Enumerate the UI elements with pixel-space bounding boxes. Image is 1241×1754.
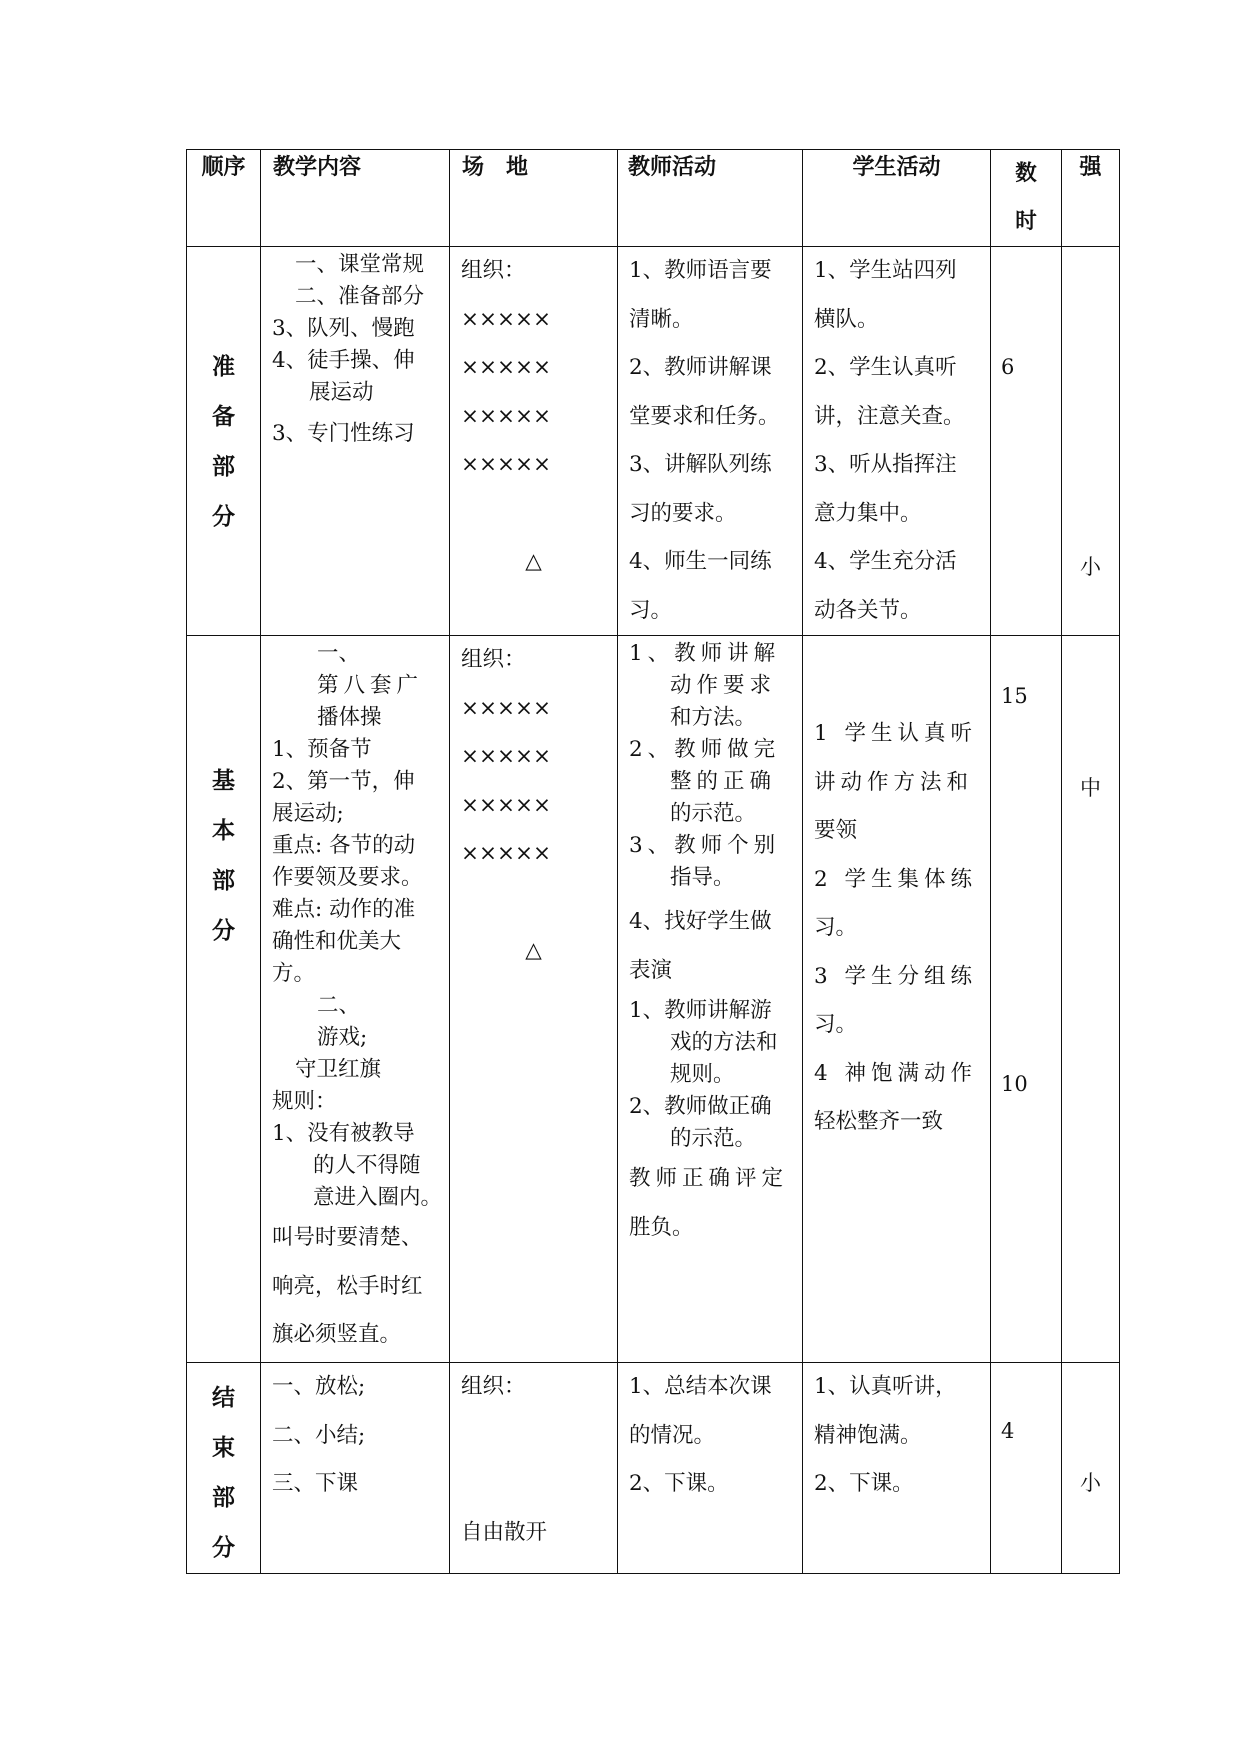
prep-row (187, 247, 1120, 636)
end-row (187, 1363, 1120, 1574)
prep-count: 6 (991, 247, 1062, 636)
prep-content: 一、课堂常规 二、准备部分 3、队列、慢跑 4、徒手操、伸 展运动 3、专门性练习 (261, 247, 450, 636)
basic-teacher-activity: 1、教师讲解 动作要求 和方法。 2、教师做完 整的正确 的示范。 3、教师个别 指导。 4、找好学生做 表演 1、教师讲解游 戏的方法和 规则。 2、教师做正确 的示范。 教师正确评定 胜负。 (618, 636, 803, 1363)
header-content: 教学内容 (261, 150, 450, 247)
teacher-position-marker: △ (525, 938, 542, 963)
end-intensity: 小 (1062, 1363, 1120, 1574)
basic-content: 一、 第八套广 播体操 1、预备节 2、第一节，伸 展运动; 重点: 各节的动 作要领及要求。 难点: 动作的准 确性和优美大 方。 二、 游戏; 守卫红旗 规则： 1、没有被教导 的人不得随 意进入圈内。 叫号时要清楚、 响亮，松手时红 旗必须竖直。 (261, 636, 450, 1363)
formation-row: ××××× (461, 841, 552, 866)
teacher-position-marker: △ (525, 549, 542, 574)
formation-row: ××××× (461, 695, 552, 721)
basic-intensity: 中 (1062, 636, 1120, 1363)
formation-row: ××××× (461, 355, 552, 380)
header-student-activity: 学生活动 (803, 150, 991, 247)
header-row (187, 150, 1120, 247)
prep-venue: 组织： ××××× ××××× ××××× ××××× △ (450, 247, 618, 636)
end-teacher-activity: 1、总结本次课 的情况。 2、下课。 (618, 1363, 803, 1574)
basic-student-activity: 1 学生认真听 讲动作方法和 要领 2 学生集体练 习。 3 学生分组练 习。 4 神饱满动作 轻松整齐一致 (803, 636, 991, 1363)
prep-teacher-activity: 1、教师语言要 清晰。 2、教师讲解课 堂要求和任务。 3、讲解队列练 习的要求。 4、师生一同练 习。 (618, 247, 803, 636)
basic-row (187, 636, 1120, 1363)
formation-row: ××××× (461, 306, 552, 332)
end-student-activity: 1、认真听讲， 精神饱满。 2、下课。 (803, 1363, 991, 1574)
basic-section-label: 基 本 部 分 (187, 636, 261, 1363)
end-content: 一、放松; 二、小结; 三、下课 (261, 1363, 450, 1574)
end-section-label: 结 束 部 分 (187, 1363, 261, 1574)
formation-row: ××××× (461, 792, 552, 818)
header-count-line2: 时 (1015, 209, 1037, 234)
header-intensity: 强 (1062, 150, 1120, 247)
end-venue: 组织： 自由散开 (450, 1363, 618, 1574)
formation-row: ××××× (461, 452, 552, 477)
prep-intensity: 小 (1062, 247, 1120, 636)
header-count-line1: 数 (1015, 161, 1037, 186)
header-venue: 场 地 (450, 150, 618, 247)
prep-student-activity: 1、学生站四列 横队。 2、学生认真听 讲，注意关查。 3、听从指挥注 意力集中。 4、学生充分活 动各关节。 (803, 247, 991, 636)
formation-row: ××××× (461, 403, 552, 429)
header-teacher-activity: 教师活动 (618, 150, 803, 247)
prep-section-label: 准 备 部 分 (187, 247, 261, 636)
basic-count: 15 10 (991, 636, 1062, 1363)
formation-row: ××××× (461, 744, 552, 769)
end-count: 4 (991, 1363, 1062, 1574)
header-sequence: 顺序 (187, 150, 261, 247)
header-count (991, 150, 1062, 247)
basic-content-notes: 叫号时要清楚、 响亮，松手时红 旗必须竖直。 (272, 1225, 423, 1347)
basic-venue: 组织： ××××× ××××× ××××× ××××× △ (450, 636, 618, 1363)
lesson-plan-table (186, 149, 1120, 1574)
